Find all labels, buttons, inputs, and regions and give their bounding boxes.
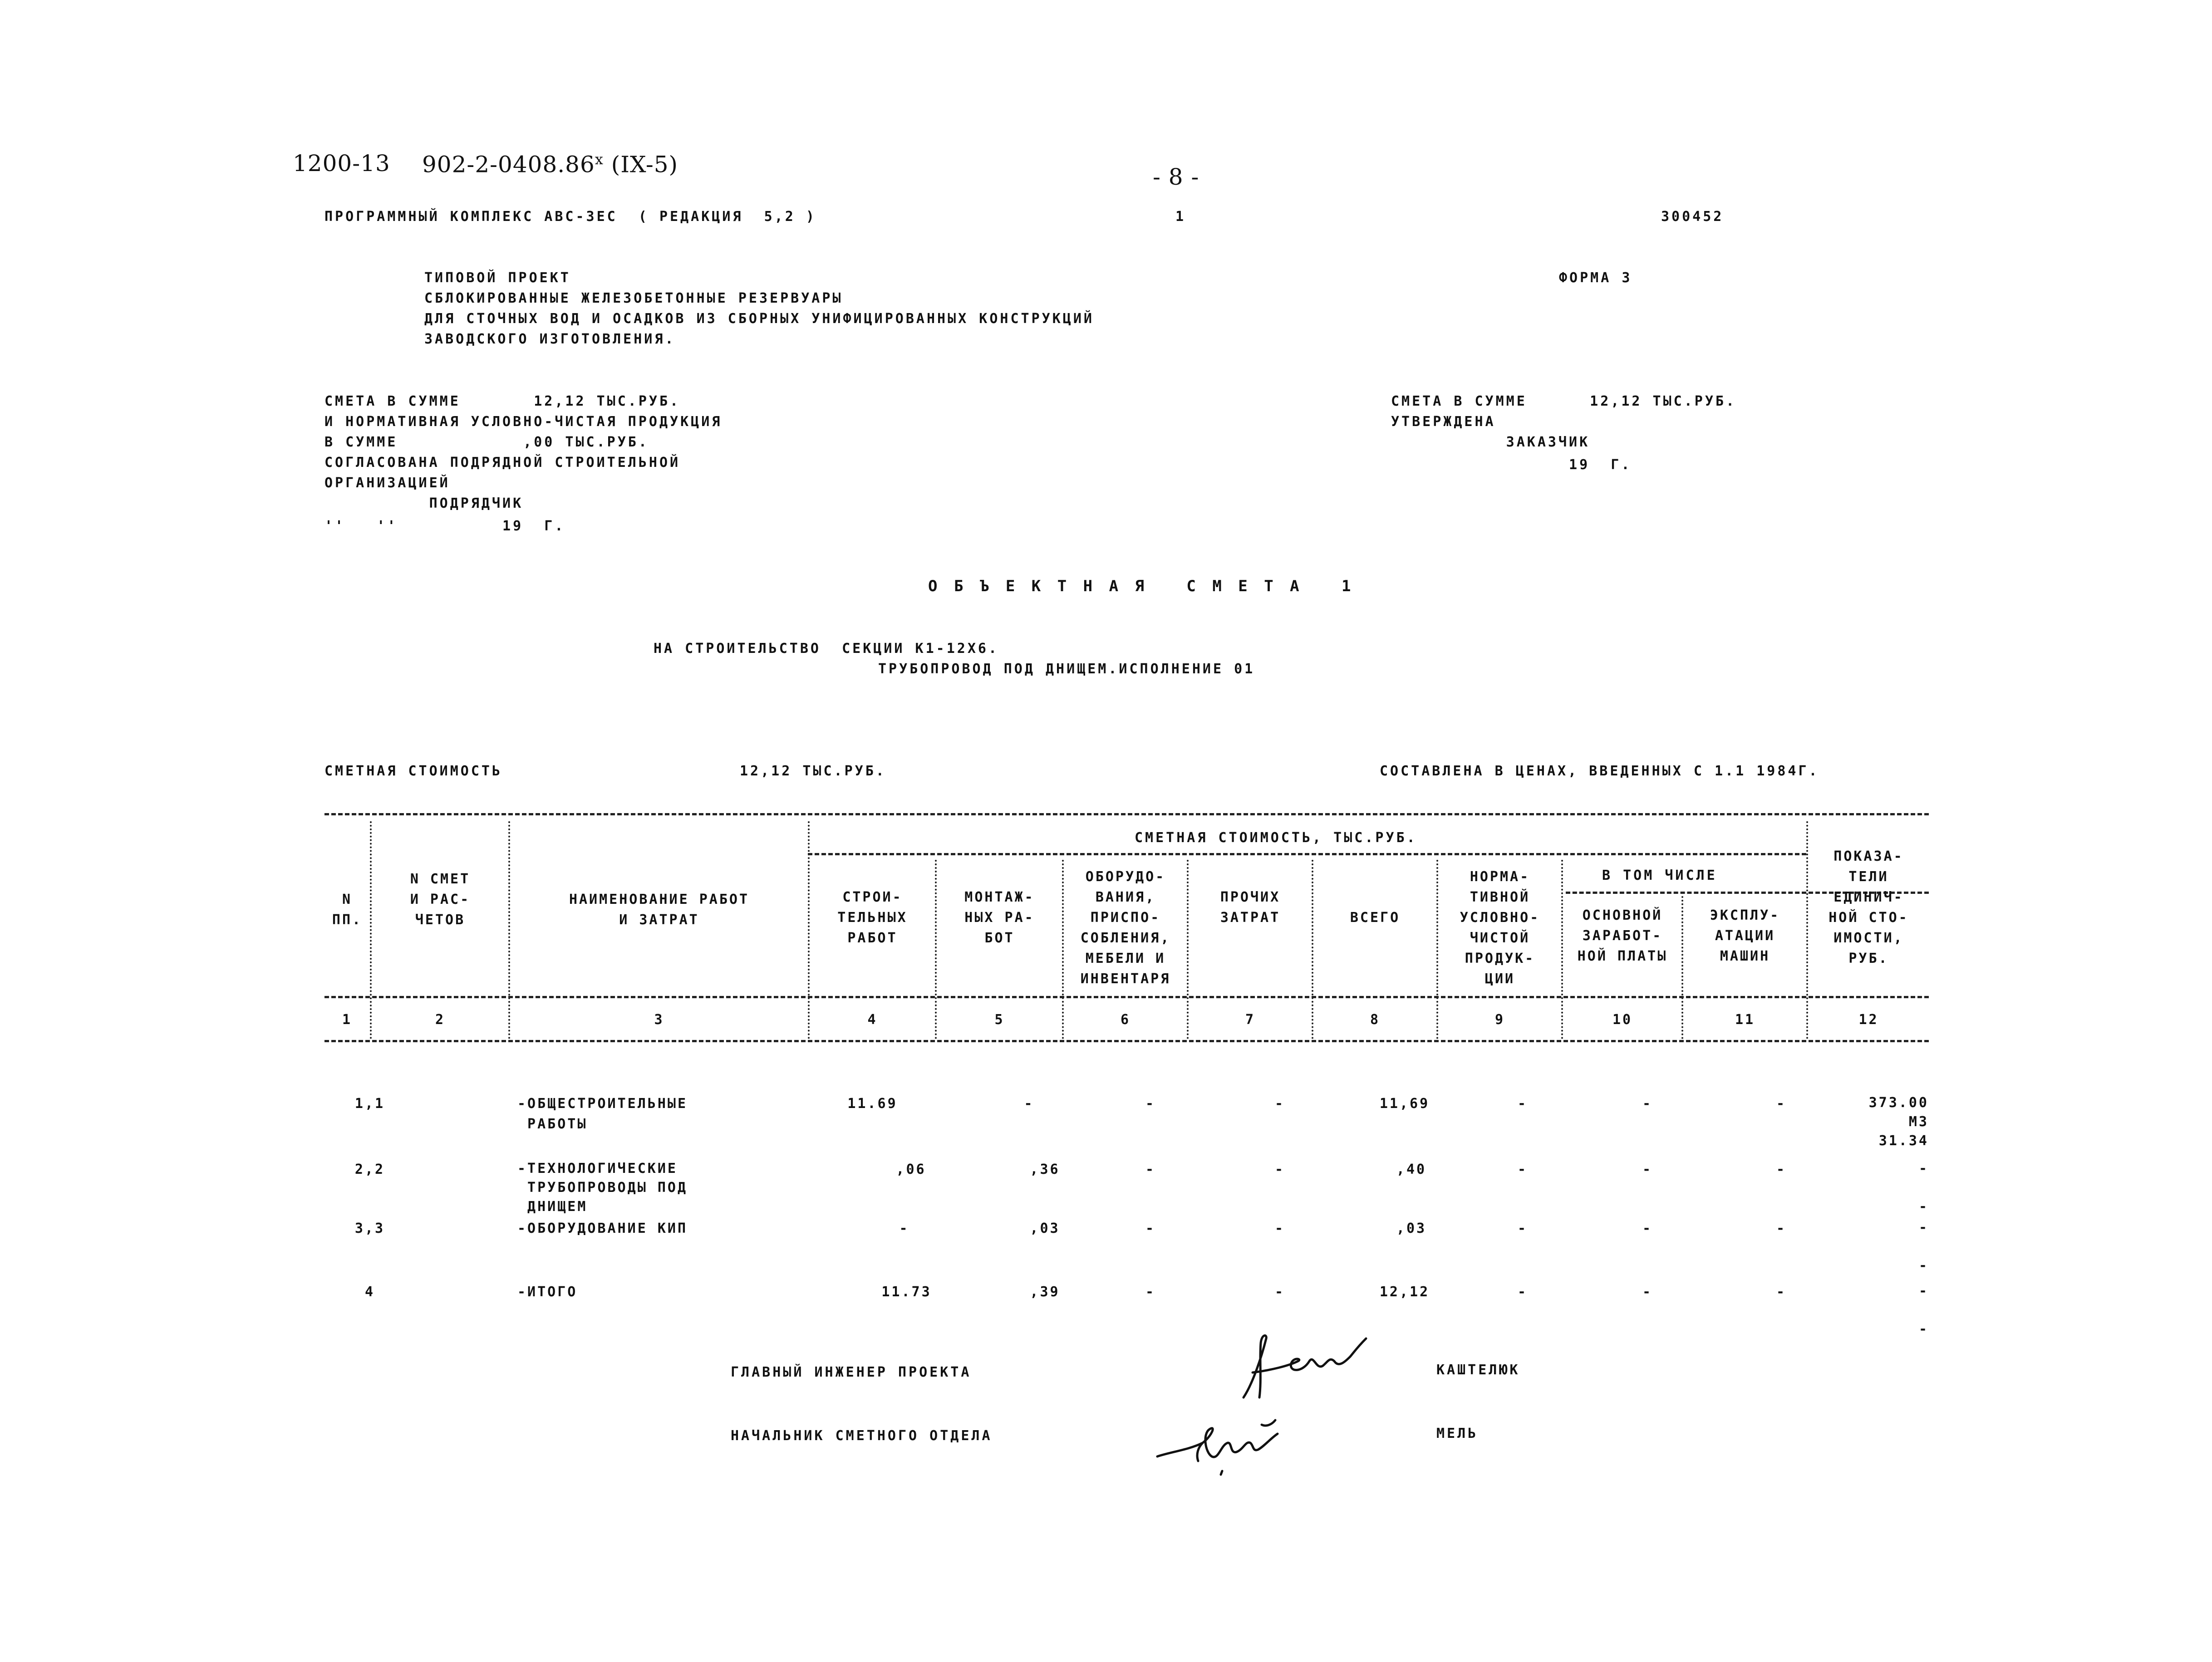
col-number: 12 — [1858, 1012, 1879, 1028]
signature-role: НАЧАЛЬНИК СМЕТНОГО ОТДЕЛА — [731, 1428, 993, 1444]
row-name: -ТЕХНОЛОГИЧЕСКИЕ ТРУБОПРОВОДЫ ПОД ДНИЩЕМ — [517, 1161, 688, 1215]
cell-indicator: - - — [1918, 1283, 1929, 1337]
project-header-line: СБЛОКИРОВАННЫЕ ЖЕЛЕЗОБЕТОННЫЕ РЕЗЕРВУАРЫ — [424, 290, 843, 306]
col-header-1: N ПП. — [332, 892, 363, 928]
table-rule-header-bottom — [324, 996, 1929, 998]
left-block-line: СМЕТА В СУММЕ 12,12 ТЫС.РУБ. — [324, 393, 681, 409]
col-divider — [1806, 821, 1808, 1039]
signature-kashtelyuk — [1234, 1329, 1371, 1407]
col-divider — [1561, 860, 1563, 1039]
cell-indicator: - - — [1918, 1161, 1929, 1215]
cell-net-production: - — [1517, 1162, 1528, 1177]
cell-other: - — [1274, 1284, 1285, 1300]
right-block-line: СМЕТА В СУММЕ 12,12 ТЫС.РУБ. — [1391, 393, 1737, 409]
col-number: 7 — [1245, 1012, 1256, 1028]
cell-installation: - — [1024, 1096, 1034, 1112]
cell-construction: 11.73 — [881, 1284, 932, 1300]
col-header-11: ЭКСПЛУ- АТАЦИИ МАШИН — [1710, 907, 1780, 964]
cell-indicator: 373.00 М3 31.34 — [1868, 1095, 1929, 1149]
right-block-line: ЗАКАЗЧИК — [1391, 434, 1590, 450]
cell-installation: ,03 — [1030, 1221, 1060, 1236]
cost-label: СМЕТНАЯ СТОИМОСТЬ — [324, 763, 503, 779]
cell-installation: ,36 — [1030, 1162, 1060, 1177]
project-number-sup: x — [595, 151, 604, 168]
document-title: О Б Ъ Е К Т Н А Я С М Е Т А 1 — [928, 577, 1355, 595]
left-block-line: ПОДРЯДЧИК — [324, 495, 524, 511]
subject-line-1: НА СТРОИТЕЛЬСТВО СЕКЦИИ К1-12Х6. — [654, 641, 999, 657]
col-header-5: МОНТАЖ- НЫХ РА- БОТ — [964, 889, 1035, 946]
table-rule-numbers-bottom — [324, 1040, 1929, 1042]
cell-machines: - — [1776, 1096, 1787, 1112]
col-header-12: ПОКАЗА- ТЕЛИ ЕДИНИЧ- НОЙ СТО- ИМОСТИ, РУБ. — [1829, 848, 1909, 966]
cell-construction: 11.69 — [847, 1096, 898, 1112]
col-header-3: НАИМЕНОВАНИЕ РАБОТ И ЗАТРАТ — [569, 892, 750, 928]
signature-name: МЕЛЬ — [1436, 1426, 1479, 1441]
left-block-line: СОГЛАСОВАНА ПОДРЯДНОЙ СТРОИТЕЛЬНОЙ — [324, 455, 681, 471]
cell-construction: ,06 — [896, 1162, 926, 1177]
project-number — [422, 152, 678, 176]
col-header-9: НОРМА- ТИВНОЙ УСЛОВНО- ЧИСТОЙ ПРОДУК- ЦИИ — [1460, 869, 1540, 987]
right-block-line: УТВЕРЖДЕНА — [1391, 414, 1496, 430]
cell-installation: ,39 — [1030, 1284, 1060, 1300]
signature-role: ГЛАВНЫЙ ИНЖЕНЕР ПРОЕКТА — [731, 1364, 972, 1380]
col-divider — [1312, 860, 1313, 1039]
col-number: 5 — [994, 1012, 1005, 1028]
cell-other: - — [1274, 1096, 1285, 1112]
table-rule-including — [1566, 892, 1806, 894]
subject-line-2: ТРУБОПРОВОД ПОД ДНИЩЕМ.ИСПОЛНЕНИЕ 01 — [878, 661, 1255, 677]
col-header-8: ВСЕГО — [1350, 910, 1401, 926]
col-number: 10 — [1612, 1012, 1633, 1028]
left-block-line: В СУММЕ ,00 ТЫС.РУБ. — [324, 434, 649, 450]
cell-equipment: - — [1145, 1162, 1156, 1177]
cell-indicator: - - — [1918, 1220, 1929, 1274]
cell-machines: - — [1776, 1221, 1787, 1236]
cell-construction: - — [899, 1221, 909, 1236]
col-number: 2 — [435, 1012, 446, 1028]
project-number-suffix: (IX-5) — [611, 151, 678, 178]
col-header-6: ОБОРУДО- ВАНИЯ, ПРИСПО- СОБЛЕНИЯ, МЕБЕЛИ И ИНВЕНТАРЯ — [1080, 869, 1171, 987]
col-header-10: ОСНОВНОЙ ЗАРАБОТ- НОЙ ПЛАТЫ — [1577, 907, 1668, 964]
cell-machines: - — [1776, 1162, 1787, 1177]
program-line-mid: 1 — [1175, 209, 1186, 225]
form-label: ФОРМА 3 — [1559, 270, 1632, 286]
table-rule-top — [324, 813, 1929, 815]
cell-wages: - — [1642, 1284, 1653, 1300]
cell-equipment: - — [1145, 1221, 1156, 1236]
col-number: 3 — [654, 1012, 664, 1028]
cell-total: 12,12 — [1379, 1284, 1430, 1300]
row-name: -ОБОРУДОВАНИЕ КИП — [517, 1221, 688, 1236]
row-number: 1,1 — [354, 1096, 385, 1112]
project-header-line: ТИПОВОЙ ПРОЕКТ — [424, 270, 571, 286]
col-divider — [935, 860, 937, 1039]
cell-other: - — [1274, 1162, 1285, 1177]
left-block-line: ОРГАНИЗАЦИЕЙ — [324, 475, 450, 491]
cell-wages: - — [1642, 1221, 1653, 1236]
col-divider — [508, 821, 510, 1039]
cell-other: - — [1274, 1221, 1285, 1236]
document-code: 1200-13 — [293, 150, 390, 176]
cell-equipment: - — [1145, 1284, 1156, 1300]
row-number: 2,2 — [354, 1162, 385, 1177]
col-header-4: СТРОИ- ТЕЛЬНЫХ РАБОТ — [837, 889, 908, 946]
cell-wages: - — [1642, 1162, 1653, 1177]
signature-mel — [1153, 1407, 1289, 1479]
cell-machines: - — [1776, 1284, 1787, 1300]
cell-net-production: - — [1517, 1096, 1528, 1112]
prices-note: СОСТАВЛЕНА В ЦЕНАХ, ВВЕДЕННЫХ С 1.1 1984Г. — [1380, 763, 1819, 779]
col-divider — [1436, 860, 1438, 1039]
cell-net-production: - — [1517, 1284, 1528, 1300]
project-header-line: ДЛЯ СТОЧНЫХ ВОД И ОСАДКОВ ИЗ СБОРНЫХ УНИФИЦИРОВАННЫХ КОНСТРУКЦИЙ — [424, 311, 1094, 327]
cell-total: 11,69 — [1379, 1096, 1430, 1112]
col-number: 8 — [1370, 1012, 1381, 1028]
cost-value: 12,12 ТЫС.РУБ. — [740, 763, 886, 779]
group-header-including: В ТОМ ЧИСЛЕ — [1602, 868, 1717, 883]
col-header-2: N СМЕТ И РАС- ЧЕТОВ — [410, 871, 471, 928]
row-number: 4 — [364, 1284, 375, 1300]
col-number: 6 — [1120, 1012, 1131, 1028]
col-header-7: ПРОЧИХ ЗАТРАТ — [1220, 889, 1281, 926]
cell-equipment: - — [1145, 1096, 1156, 1112]
col-divider — [1187, 860, 1189, 1039]
cell-total: ,03 — [1396, 1221, 1427, 1236]
left-block-line: И НОРМАТИВНАЯ УСЛОВНО-ЧИСТАЯ ПРОДУКЦИЯ — [324, 414, 723, 430]
col-number: 4 — [867, 1012, 878, 1028]
row-number: 3,3 — [354, 1221, 385, 1236]
col-divider — [808, 821, 810, 1039]
col-number: 11 — [1735, 1012, 1755, 1028]
col-divider — [1062, 860, 1064, 1039]
program-line-code: 300452 — [1661, 209, 1724, 225]
right-block-line: 19 Г. — [1391, 457, 1632, 473]
cell-net-production: - — [1517, 1221, 1528, 1236]
page-number: - 8 - — [1153, 164, 1199, 190]
col-divider — [1681, 896, 1683, 1039]
col-divider — [370, 821, 372, 1039]
col-number: 9 — [1494, 1012, 1505, 1028]
program-line: ПРОГРАММНЫЙ КОМПЛЕКС АВС-3ЕС ( РЕДАКЦИЯ 5,2 ) — [324, 209, 816, 225]
project-number-main: 902-2-0408.86 — [422, 151, 595, 178]
left-block-line: '' '' 19 Г. — [324, 518, 565, 534]
row-name: -ИТОГО — [517, 1284, 578, 1300]
cell-wages: - — [1642, 1096, 1653, 1112]
group-header-cost: СМЕТНАЯ СТОИМОСТЬ, ТЫС.РУБ. — [1135, 830, 1417, 846]
signature-name: КАШТЕЛЮК — [1436, 1362, 1520, 1378]
cell-total: ,40 — [1396, 1162, 1427, 1177]
row-name: -ОБЩЕСТРОИТЕЛЬНЫЕ РАБОТЫ — [517, 1096, 688, 1132]
table-rule-group — [808, 853, 1806, 855]
col-number: 1 — [342, 1012, 353, 1028]
project-header-line: ЗАВОДСКОГО ИЗГОТОВЛЕНИЯ. — [424, 331, 676, 347]
